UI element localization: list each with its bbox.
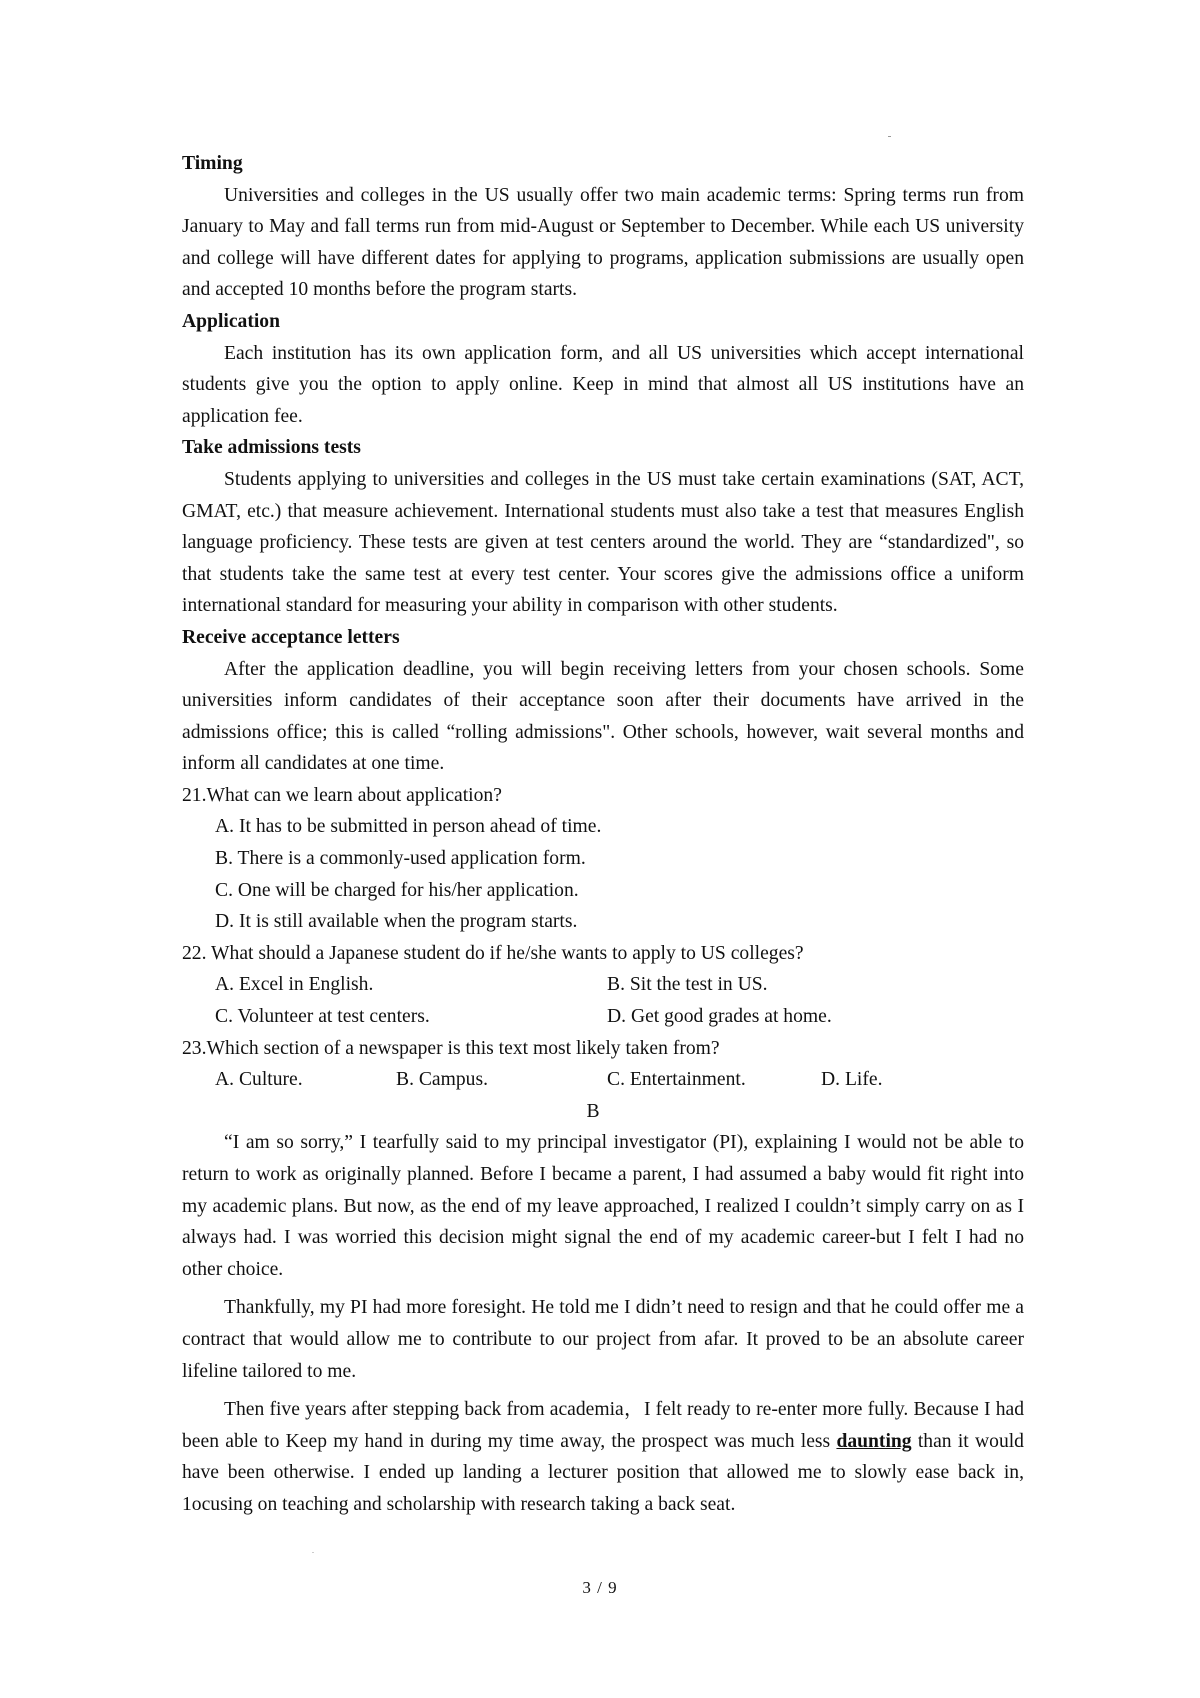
question-22-option-b: B. Sit the test in US.	[607, 974, 768, 996]
question-21-option-c: C. One will be charged for his/her application.	[215, 879, 579, 901]
question-22-options-row-2	[182, 1001, 1024, 1033]
question-22-option-d: D. Get good grades at home.	[607, 1006, 832, 1028]
section-heading-timing: Timing	[182, 153, 243, 174]
question-23-option-d: D. Life.	[821, 1069, 883, 1091]
scan-speck	[888, 136, 891, 137]
passage-b-paragraph-2: Thankfully, my PI had more foresight. He told me I didn’t need to resign and that he could offer me a contract that would allow me to contribute to our project from afar. It proved to be an absolute career lifeline tailored to me.	[182, 1297, 1024, 1382]
question-23-stem: 23.Which section of a newspaper is this text most likely taken from?	[182, 1037, 720, 1059]
passage-b-label: B	[586, 1100, 600, 1122]
question-22-options-row-1	[182, 969, 1024, 1001]
question-22-option-c: C. Volunteer at test centers.	[215, 1006, 430, 1028]
section-heading-acceptance-letters: Receive acceptance letters	[182, 626, 400, 648]
passage-b-paragraph-3-text-end: than it would have been otherwise. I ended up landing a lecturer position that allowed me to slowly ease back in, 1ocusing on teaching and scholarship with research taking a back seat.	[182, 1430, 1024, 1515]
scan-speck	[312, 1552, 314, 1553]
page-number: 3 / 9	[582, 1578, 618, 1597]
question-21-stem: 21.What can we learn about application?	[182, 784, 502, 806]
question-22-stem: 22. What should a Japanese student do if he/she wants to apply to US colleges?	[182, 942, 804, 964]
question-23-option-b: B. Campus.	[396, 1069, 488, 1091]
question-22-option-a: A. Excel in English.	[215, 974, 374, 996]
section-paragraph-timing: Universities and colleges in the US usually offer two main academic terms: Spring terms run from January to May and fall terms run from mid-August or September to December. While each US university and college will have different dates for applying to programs, application submissions are usually open and accepted 10 months before the program starts.	[182, 184, 1024, 301]
question-21-option-d: D. It is still available when the program starts.	[215, 911, 578, 933]
section-heading-admissions-tests: Take admissions tests	[182, 437, 361, 459]
section-paragraph-admissions-tests: Students applying to universities and colleges in the US must take certain examinations (SAT, ACT, GMAT, etc.) that measure achievement. International students must also take a test that measures English language proficiency. These tests are given at test centers around the world. They are “standardized", so that students take the same test at every test center. Your scores give the admissions office a uniform international standard for measuring your ability in comparison with other students.	[182, 468, 1024, 617]
question-23-option-a: A. Culture.	[215, 1069, 303, 1091]
passage-b-paragraph-3-text-start: Then five years after stepping back from academia，I felt ready to re-enter more fully. Because I had been able to Keep my hand in during my time away, the prospect was much less	[182, 1399, 1024, 1452]
underlined-word-daunting: daunting	[836, 1430, 912, 1452]
page-content	[182, 148, 1024, 1521]
section-heading-application: Application	[182, 310, 280, 332]
question-23-option-c: C. Entertainment.	[607, 1069, 746, 1091]
passage-b-paragraph-3	[182, 1394, 1024, 1520]
section-paragraph-acceptance-letters: After the application deadline, you will begin receiving letters from your chosen schools. Some universities inform candidates of their acceptance soon after their documents have arrived in the admissions office; this is called “rolling admissions". Other schools, however, wait several months and inform all candidates at one time.	[182, 658, 1024, 775]
question-21-option-b: B. There is a commonly-used application form.	[215, 848, 586, 870]
question-21-option-a: A. It has to be submitted in person ahead of time.	[215, 816, 602, 838]
section-paragraph-application: Each institution has its own application form, and all US universities which accept international students give you the option to apply online. Keep in mind that almost all US institutions have an application fee.	[182, 342, 1024, 427]
question-23-options-row	[182, 1064, 1024, 1096]
passage-b-paragraph-1: “I am so sorry,” I tearfully said to my principal investigator (PI), explaining I would not be able to return to work as originally planned. Before I became a parent, I had assumed a baby would fit right into my academic plans. But now, as the end of my leave approached, I realized I couldn’t simply carry on as I always had. I was worried this decision might signal the end of my academic career-but I felt I had no other choice.	[182, 1132, 1024, 1280]
